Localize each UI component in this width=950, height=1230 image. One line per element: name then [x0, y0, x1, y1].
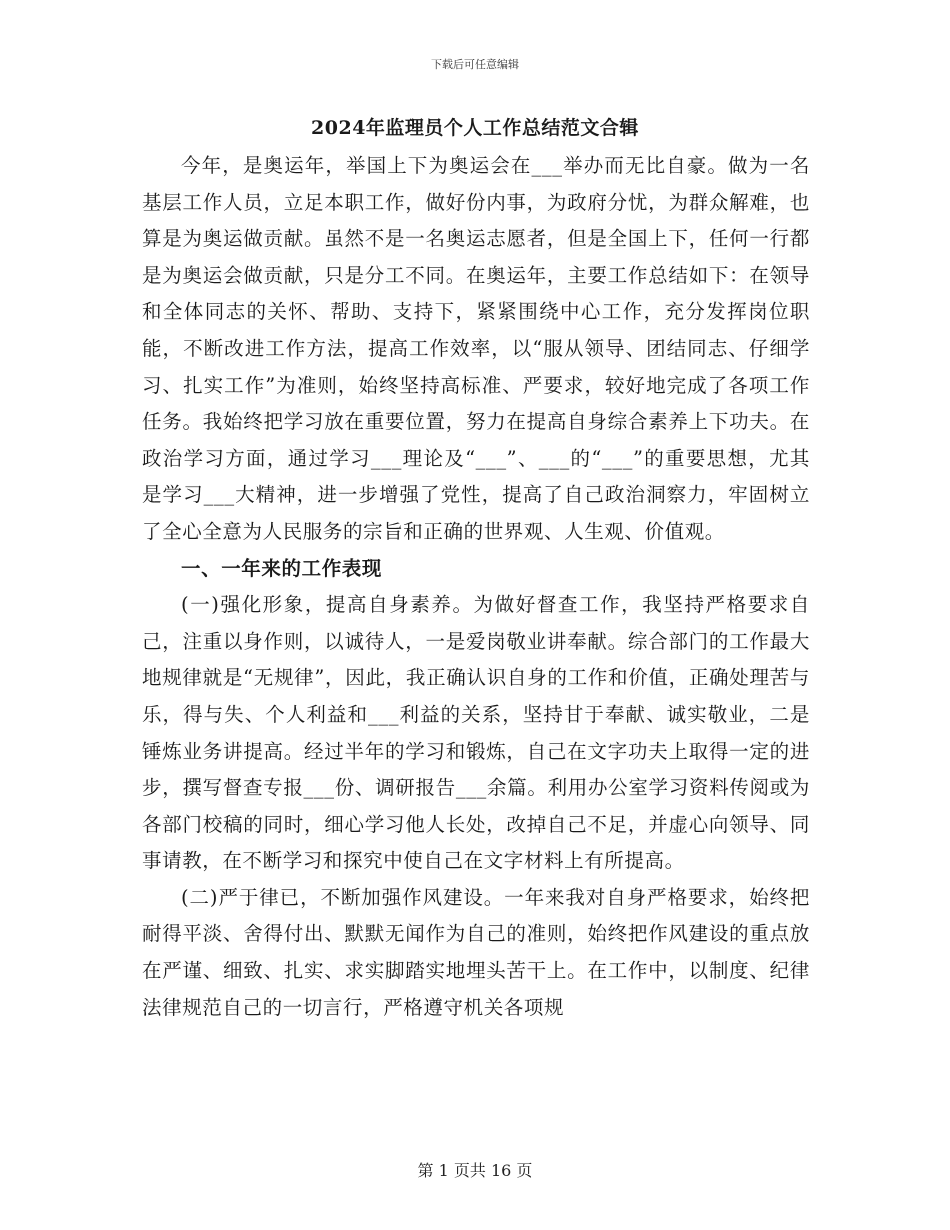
document-title: 2024年监理员个人工作总结范文合辑: [311, 117, 639, 139]
page-header-note: 下载后可任意编辑: [431, 58, 519, 71]
section-heading: 一、一年来的工作表现: [181, 556, 383, 580]
section-paragraph-1: (一)强化形象，提高自身素养。为做好督查工作，我坚持严格要求自己，注重以身作则，以诚待人，一是爱岗敬业讲奉献。综合部门的工作最大地规律就是“无规律”，因此，我正确认识自身的工作和价值，正确处理苦与乐，得与失、个人利益和___利益的关系，坚持甘于奉献、诚实敬业，二是锤炼业务讲提高。经过半年的学习和锻炼，自己在文字功夫上取得一定的进步，撰写督查专报___份、调研报告___余篇。利用办公室学习资料传阅或为各部门校稿的同时，细心学习他人长处，改掉自己不足，并虚心向领导、同事请教，在不断学习和探究中使自己在文字材料上有所提高。: [142, 593, 810, 873]
page-footer: 第 1 页共 16 页: [417, 1161, 533, 1180]
section-paragraph-2: (二)严于律已，不断加强作风建设。一年来我对自身严格要求，始终把耐得平淡、舍得付出、默默无闻作为自己的准则，始终把作风建设的重点放在严谨、细致、扎实、求实脚踏实地埋头苦干上。在工作中，以制度、纪律法律规范自己的一切言行，严格遵守机关各项规: [142, 885, 810, 1019]
document-body: [142, 148, 810, 1026]
intro-paragraph: 今年，是奥运年，举国上下为奥运会在___举办而无比自豪。做为一名基层工作人员，立足本职工作，做好份内事，为政府分忧，为群众解难，也算是为奥运做贡献。虽然不是一名奥运志愿者，但是全国上下，任何一行都是为奥运会做贡献，只是分工不同。在奥运年，主要工作总结如下：在领导和全体同志的关怀、帮助、支持下，紧紧围绕中心工作，充分发挥岗位职能，不断改进工作方法，提高工作效率，以“服从领导、团结同志、仔细学习、扎实工作”为准则，始终坚持高标准、严要求，较好地完成了各项工作任务。我始终把学习放在重要位置，努力在提高自身综合素养上下功夫。在政治学习方面，通过学习___理论及“___”、___的“___”的重要思想，尤其是学习___大精神，进一步增强了党性，提高了自己政治洞察力，牢固树立了全心全意为人民服务的宗旨和正确的世界观、人生观、价值观。: [142, 154, 810, 543]
